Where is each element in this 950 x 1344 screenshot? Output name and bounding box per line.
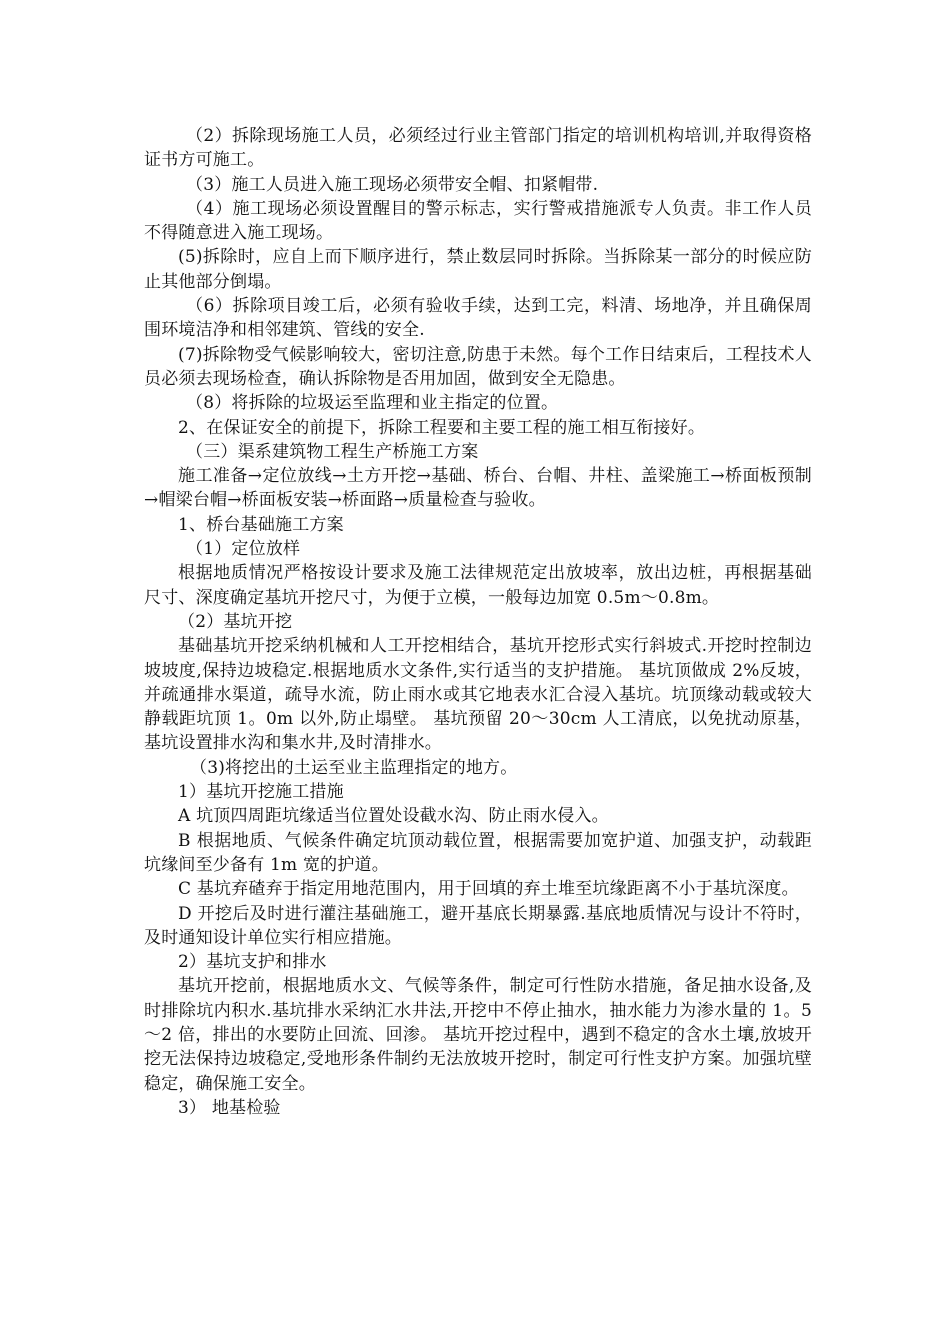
section-2-heading: 2、在保证安全的前提下，拆除工程要和主要工程的施工相互衔接好。 xyxy=(178,417,706,438)
step-3-heading: （3)将挖出的土运至业主监理指定的地方。 xyxy=(190,757,518,778)
paragraph-8: （8）将拆除的垃圾运至监理和业主指定的位置。 xyxy=(186,393,559,414)
measure-c: C 基坑弃碴弃于指定用地范围内，用于回填的弃土堆至坑缘距离不小于基坑深度。 xyxy=(178,879,799,900)
support-body: 基坑开挖前，根据地质水文、气候等条件，制定可行性防水措施，备足抽水设备,及时排除坑内积水.基坑排水采纳汇水井法,开挖中不停止抽水，抽水能力为渗水量的 1。5～2 倍，排出的水要防止回流、回渗。 基坑开挖过程中，遇到不稳定的含水土壤,放坡开挖无法保持边坡稳定,受地形条件制约无法放坡开挖时，制定可行性支护方案。加强坑壁稳定，确保施工安全。 xyxy=(144,976,812,1094)
inspection-heading: 3） 地基检验 xyxy=(178,1097,281,1118)
measures-heading: 1）基坑开挖施工措施 xyxy=(178,782,344,803)
paragraph-4: （4）施工现场必须设置醒目的警示标志，实行警戒措施派专人负责。非工作人员不得随意进入施工现场。 xyxy=(144,198,812,244)
document-body xyxy=(144,124,812,1120)
paragraph-2: （2）拆除现场施工人员，必须经过行业主管部门指定的培训机构培训,并取得资格证书方可施工。 xyxy=(144,126,812,171)
paragraph-7: (7)拆除物受气候影响较大，密切注意,防患于未然。每个工作日结束后，工程技术人员必须去现场检查，确认拆除物是否用加固，做到安全无隐患。 xyxy=(144,344,812,389)
step-2-heading: （2）基坑开挖 xyxy=(178,611,293,632)
paragraph-6: （6）拆除项目竣工后，必须有验收手续，达到工完，料清、场地净，并且确保周围环境洁净和相邻建筑、管线的安全. xyxy=(144,296,812,341)
measure-b: B 根据地质、气候条件确定坑顶动载位置，根据需要加宽护道、加强支护，动载距坑缘间至少备有 1m 宽的护道。 xyxy=(144,830,812,875)
support-heading: 2）基坑支护和排水 xyxy=(178,952,327,973)
paragraph-5: (5)拆除时，应自上而下顺序进行，禁止数层同时拆除。当拆除某一部分的时候应防止其他部分倒塌。 xyxy=(144,247,812,292)
paragraph-3: （3）施工人员进入施工现场必须带安全帽、扣紧帽带. xyxy=(186,174,599,195)
step-1-body: 根据地质情况严格按设计要求及施工法律规范定出放坡率，放出边桩，再根据基础尺寸、深度确定基坑开挖尺寸，为便于立模，一般每边加宽 0.5m～0.8m。 xyxy=(144,563,812,608)
step-2-body: 基础基坑开挖采纳机械和人工开挖相结合，基坑开挖形式实行斜坡式.开挖时控制边坡坡度,保持边坡稳定.根据地质水文条件,实行适当的支护措施。 基坑顶做成 2%反坡，并疏通排水渠道，疏导水流，防止雨水或其它地表水汇合浸入基坑。坑顶缘动载或较大静载距坑顶 1。0m 以外,防止塌壁。 基坑预留 20～30cm 人工清底，以免扰动原基，基坑设置排水沟和集水井,及时清排水。 xyxy=(144,636,812,754)
subsection-1-heading: 1、桥台基础施工方案 xyxy=(178,514,344,535)
step-1-heading: （1）定位放样 xyxy=(186,539,301,560)
measure-d: D 开挖后及时进行灌注基础施工，避开基底长期暴露.基底地质情况与设计不符时，及时通知设计单位实行相应措施。 xyxy=(144,903,812,948)
process-flow: 施工准备→定位放线→土方开挖→基础、桥台、台帽、井柱、盖梁施工→桥面板预制→帽梁台帽→桥面板安装→桥面路→质量检查与验收。 xyxy=(144,466,812,511)
measure-a: A 坑顶四周距坑缘适当位置处设截水沟、防止雨水侵入。 xyxy=(178,806,609,827)
section-3-heading: （三）渠系建筑物工程生产桥施工方案 xyxy=(186,441,479,462)
